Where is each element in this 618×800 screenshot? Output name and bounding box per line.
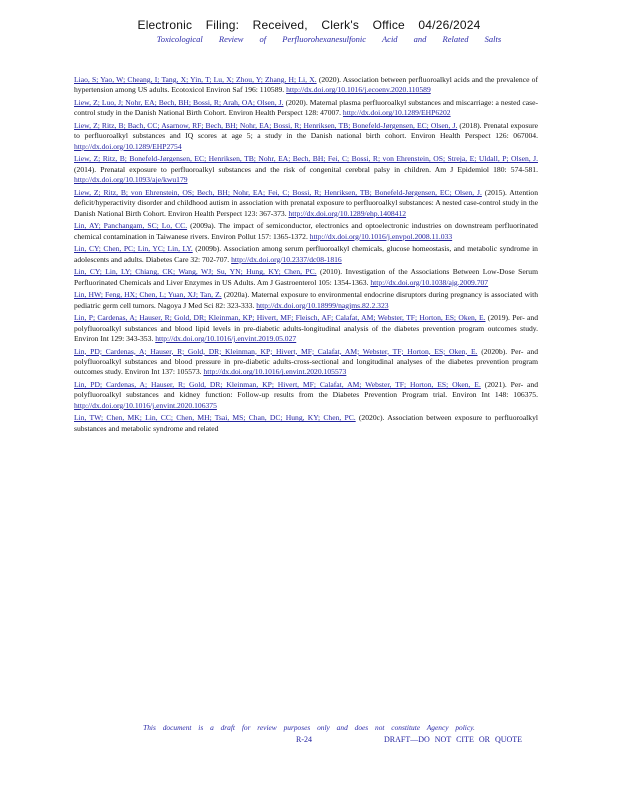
reference-text: (2020a). Maternal exposure to environmental endocrine disruptors during pregnancy is associated with pediatric germ cell tumors. Nagoya J Med Sci 82: 323-333. [74,290,538,310]
reference-text: (2014). Prenatal exposure to perfluoroalkyl substances and the risk of congenital cerebral palsy in children. Am J Epidemiol 180: 574-581. [74,164,538,174]
reference-item [74,413,538,434]
reference-item [74,75,538,96]
reference-list [74,75,538,436]
draft-notice: DRAFT—DO NOT CITE OR QUOTE [384,735,523,744]
reference-authors[interactable]: Lin, CY; Chen, PC; Lin, YC; Lin, LY. [74,244,193,254]
reference-text: (2018). Prenatal exposure to perfluoroalkyl substances and IQ scores at age 5; a study in the Danish national birth cohort. Environ Health Perspect 126: 067004. [74,121,538,141]
reference-authors[interactable]: Lin, CY; Lin, LY; Chiang, CK; Wang, WJ; Su, YN; Hung, KY; Chen, PC. [74,267,317,277]
reference-text: (2015). Attention deficit/hyperactivity disorder and childhood autism in association with prenatal exposure to perfluoroalkyl substances: A nested case-control study in the Danish National Birth Cohort. Environ Health Perspect 123: 367-373. [74,187,538,218]
reference-item [74,313,538,344]
reference-text: (2009b). Association among serum perfluoroalkyl chemicals, glucose homeostasis, and metabolic syndrome in adolescents and adults. Diabetes Care 32: 702-707. [74,244,538,264]
reference-doi-link[interactable]: http://dx.doi.org/10.1016/j.ecoenv.2020.110589 [286,85,431,95]
reference-doi-link[interactable]: http://dx.doi.org/10.1016/j.envint.2020.105573 [203,367,347,377]
reference-item [74,98,538,119]
reference-text: (2010). Investigation of the Associations Between Low-Dose Serum Perfluorinated Chemicals and Liver Enzymes in US Adults. Am J Gastroenterol 105: 1354-1363. [74,267,539,287]
reference-authors[interactable]: Lin, TW; Chen, MK; Lin, CC; Chen, MH; Tsai, MS; Chan, DC; Hung, KY; Chen, PC. [74,413,356,423]
filing-header [0,18,618,44]
reference-item [74,347,538,378]
reference-authors[interactable]: Liew, Z; Ritz, B; von Ehrenstein, OS; Bech, BH; Nohr, EA; Fei, C; Bossi, R; Henriksen, TB; Bonefeld-Jørgensen, EC; Olsen, J. [74,187,482,197]
reference-doi-link[interactable]: http://dx.doi.org/10.1016/j.envpol.2008.11.033 [309,231,453,241]
reference-doi-link[interactable]: http://dx.doi.org/10.1038/ajg.2009.707 [370,277,489,287]
reference-text: (2009a). The impact of semiconductor, electronics and optoelectronic industries on downstream perfluorinated chemical contamination in Taiwanese rivers. Environ Pollut 157: 1365-1372. [74,221,538,241]
reference-authors[interactable]: Lin, PD; Cardenas, A; Hauser, R; Gold, DR; Kleinman, KP; Hivert, MF; Calafat, AM; Webster, TF; Horton, ES; Oken, E. [74,346,478,356]
reference-doi-link[interactable]: http://dx.doi.org/10.2337/dc08-1816 [231,254,342,264]
reference-item [74,188,538,219]
draft-disclaimer: This document is a draft for review purposes only and does not constitute Agency policy. [143,723,475,732]
reference-item [74,267,538,288]
reference-item [74,121,538,152]
reference-authors[interactable]: Liew, Z; Ritz, B; Bonefeld-Jørgensen, EC; Henriksen, TB; Nohr, EA; Bech, BH; Fei, C; Bossi, R; von Ehrenstein, OS; Streja, E; Uldall, P; Olsen, J. [74,154,538,164]
reference-authors[interactable]: Liew, Z; Luo, J; Nohr, EA; Bech, BH; Bossi, R; Arah, OA; Olsen, J. [74,98,284,107]
reference-text: (2020). Maternal plasma perfluoroalkyl substances and miscarriage: a nested case-control study in the Danish National Birth Cohort. Environ Health Perspect 128: 47007. [74,98,538,118]
document-title: Toxicological Review of Perfluorohexanesulfonic Acid and Related Salts [156,34,502,44]
reference-text: (2019). Per- and polyfluoroalkyl substances and blood lipid levels in pre-diabetic adults-longitudinal analysis of the diabetes prevention program outcomes study. Environ Int 129: 343-353. [74,313,538,344]
reference-text: (2020). Association between perfluoroalkyl acids and the prevalence of hypertension among US adults. Ecotoxicol Environ Saf 196: 110589. [74,75,538,95]
reference-item [74,154,538,185]
reference-doi-link[interactable]: http://dx.doi.org/10.18999/nagjms.82.2.323 [256,300,389,310]
reference-authors[interactable]: Lin, AY; Panchangam, SC; Lo, CC. [74,221,188,231]
reference-authors[interactable]: Lin, HW; Feng, HX; Chen, L; Yuan, XJ; Tan, Z. [74,290,222,300]
reference-item [74,221,538,242]
reference-item [74,290,538,311]
reference-authors[interactable]: Lin, P; Cardenas, A; Hauser, R; Gold, DR; Kleinman, KP; Hivert, MF; Fleisch, AF; Calafat, AM; Webster, TF; Horton, ES; Oken, E. [74,313,486,323]
reference-authors[interactable]: Lin, PD; Cardenas, A; Hauser, R; Gold, DR; Kleinman, KP; Hivert, MF; Calafat, AM; Webster, TF; Horton, ES; Oken, E. [74,380,481,390]
reference-doi-link[interactable]: http://dx.doi.org/10.1289/EHP2754 [74,141,182,151]
reference-item [74,244,538,265]
page-footer [0,723,618,749]
reference-doi-link[interactable]: http://dx.doi.org/10.1016/j.envint.2019.05.027 [155,334,297,344]
reference-doi-link[interactable]: http://dx.doi.org/10.1016/j.envint.2020.106375 [74,400,217,410]
reference-item [74,380,538,411]
reference-doi-link[interactable]: http://dx.doi.org/10.1289/ehp.1408412 [288,208,407,218]
filing-stamp: Electronic Filing: Received, Clerk's Office 04/26/2024 [137,18,481,32]
reference-text: (2021). Per- and polyfluoroalkyl substances and kidney function: Follow-up results from the Diabetes Prevention Program trial. Environ Int 148: 106375. [74,380,538,400]
reference-authors[interactable]: Liew, Z; Ritz, B; Bach, CC; Asarnow, RF; Bech, BH; Nohr, EA; Bossi, R; Henriksen, TB; Bonefeld-Jørgensen, EC; Olsen, J. [74,121,458,130]
reference-text: (2020c). Association between exposure to perfluoroalkyl substances and metabolic syndrome and related [74,413,538,433]
reference-text: (2020b). Per- and polyfluoroalkyl substances and blood pressure in pre-diabetic adults-cross-sectional and longitudinal analyses of the diabetes prevention program outcomes study. Environ Int 137: 105573. [74,346,538,377]
reference-authors[interactable]: Liao, S; Yao, W; Cheang, I; Tang, X; Yin, T; Lu, X; Zhou, Y; Zhang, H; Li, X. [74,75,317,84]
page-number: R-24 [296,735,312,744]
reference-doi-link[interactable]: http://dx.doi.org/10.1093/aje/kwu179 [74,175,188,185]
reference-doi-link[interactable]: http://dx.doi.org/10.1289/EHP6202 [342,108,451,118]
